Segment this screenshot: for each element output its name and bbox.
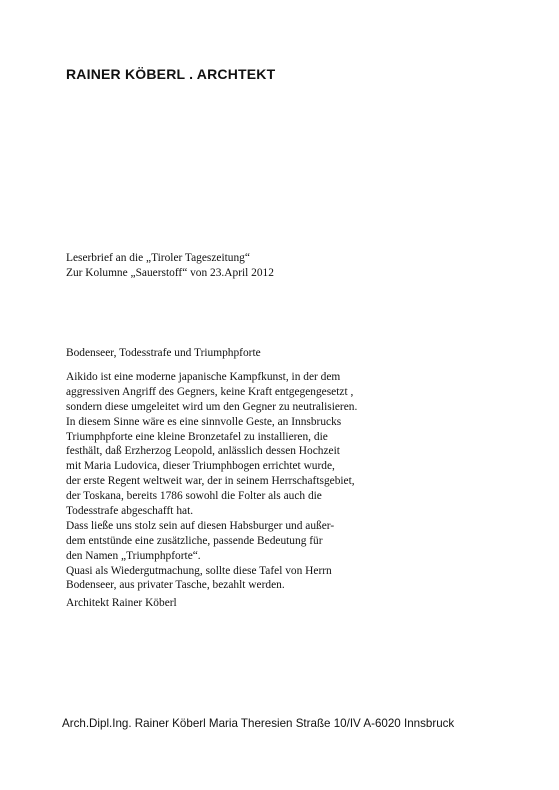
body-line: den Namen „Triumphpforte“. <box>66 549 201 562</box>
body-line: Quasi als Wiedergutmachung, sollte diese Tafel von Herrn <box>66 564 332 577</box>
body-line: festhält, daß Erzherzog Leopold, anlässlich dessen Hochzeit <box>66 445 340 458</box>
letterhead-title: RAINER KÖBERL . ARCHTEKT <box>66 66 276 82</box>
body-line: der Toskana, bereits 1786 sowohl die Folter als auch die <box>66 490 322 503</box>
body-line: dem entstünde eine zusätzliche, passende Bedeutung für <box>66 534 323 547</box>
body-line: Aikido ist eine moderne japanische Kampfkunst, in der dem <box>66 371 341 383</box>
recipient-line: Leserbrief an die „Tiroler Tageszeitung“ <box>66 252 250 264</box>
body-line: Bodenseer, aus privater Tasche, bezahlt werden. <box>66 579 285 592</box>
letter-body <box>66 370 357 593</box>
recipient-block <box>66 251 274 281</box>
recipient-line: Zur Kolumne „Sauerstoff“ von 23.April 2012 <box>66 267 274 279</box>
letter-subject: Bodenseer, Todesstrafe und Triumphpforte <box>66 347 261 359</box>
body-line: mit Maria Ludovica, dieser Triumphbogen errichtet wurde, <box>66 460 335 473</box>
signature: Architekt Rainer Köberl <box>66 597 177 609</box>
body-line: Todesstrafe abgeschafft hat. <box>66 505 194 518</box>
body-line: sondern diese umgeleitet wird um den Gegner zu neutralisieren. <box>66 400 358 413</box>
body-line: Dass ließe uns stolz sein auf diesen Habsburger und außer- <box>66 519 335 532</box>
footer-address: Arch.Dipl.Ing. Rainer Köberl Maria Theresien Straße 10/IV A-6020 Innsbruck <box>62 717 455 730</box>
body-line: der erste Regent weltweit war, der in seinem Herrschaftsgebiet, <box>66 475 355 488</box>
body-line: In diesem Sinne wäre es eine sinnvolle Geste, an Innsbrucks <box>66 415 342 428</box>
body-line: Triumphpforte eine kleine Bronzetafel zu installieren, die <box>66 430 328 443</box>
body-line: aggressiven Angriff des Gegners, keine Kraft entgegengesetzt , <box>66 385 354 398</box>
